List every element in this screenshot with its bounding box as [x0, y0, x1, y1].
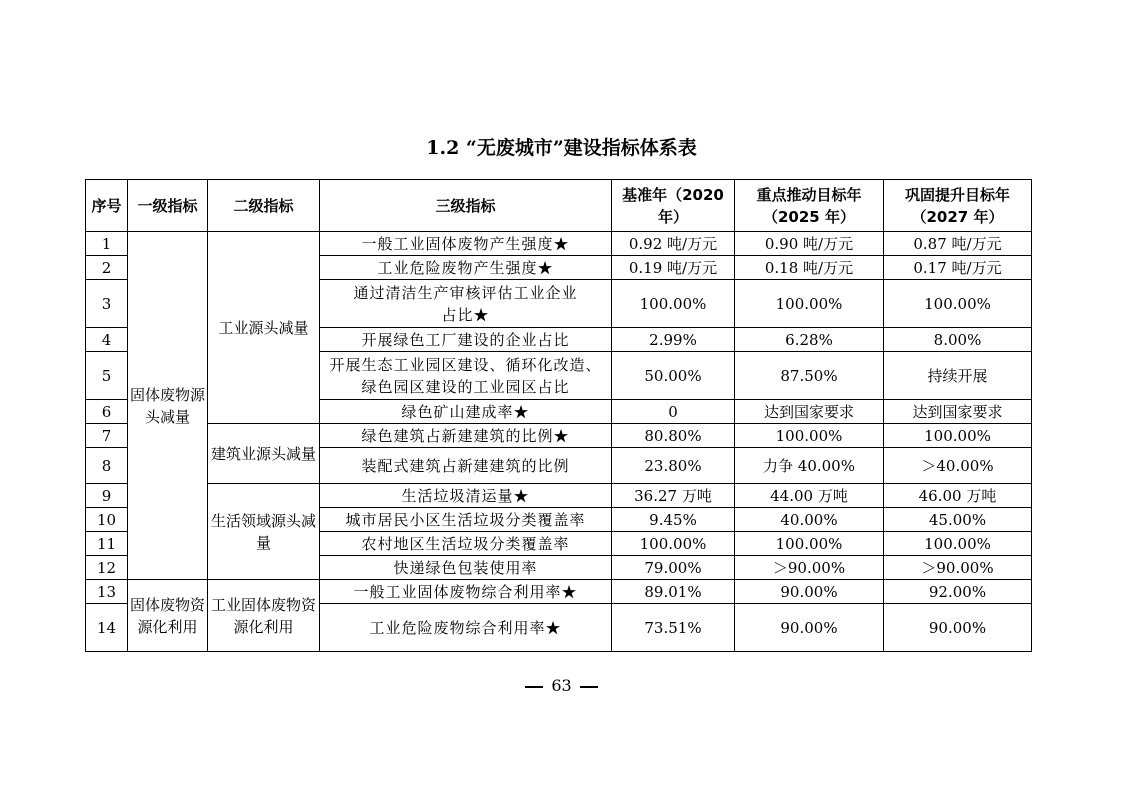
target-2025-value: 100.00% — [735, 532, 884, 556]
header-level1: 一级指标 — [128, 180, 208, 232]
target-2025-value: ＞90.00% — [735, 556, 884, 580]
target-2025-value: 90.00% — [735, 604, 884, 652]
level3-cell: 工业危险废物综合利用率★ — [320, 604, 612, 652]
base-value: 23.80% — [612, 448, 735, 484]
target-2027-value: 45.00% — [884, 508, 1032, 532]
target-2027-value: ＞40.00% — [884, 448, 1032, 484]
target-2025-value: 达到国家要求 — [735, 400, 884, 424]
level1-cell: 固体废物源头减量 — [128, 232, 208, 580]
row-no: 7 — [86, 424, 128, 448]
base-value: 80.80% — [612, 424, 735, 448]
page-title: 1.2 “无废城市”建设指标体系表 — [426, 137, 697, 159]
level3-cell: 绿色矿山建成率★ — [320, 400, 612, 424]
page-number — [0, 676, 1123, 695]
level2-cell: 生活领域源头减量 — [208, 484, 320, 580]
base-value: 0.19 吨/万元 — [612, 256, 735, 280]
row-no: 14 — [86, 604, 128, 652]
level3-cell: 城市居民小区生活垃圾分类覆盖率 — [320, 508, 612, 532]
level3-cell: 开展生态工业园区建设、循环化改造、绿色园区建设的工业园区占比 — [320, 352, 612, 400]
target-2025-value: 0.90 吨/万元 — [735, 232, 884, 256]
level3-cell: 农村地区生活垃圾分类覆盖率 — [320, 532, 612, 556]
table-row — [86, 484, 1032, 508]
level3-cell: 装配式建筑占新建建筑的比例 — [320, 448, 612, 484]
target-2027-value: 0.17 吨/万元 — [884, 256, 1032, 280]
target-2025-value: 87.50% — [735, 352, 884, 400]
row-no: 12 — [86, 556, 128, 580]
level2-cell: 工业源头减量 — [208, 232, 320, 424]
base-value: 9.45% — [612, 508, 735, 532]
base-value: 50.00% — [612, 352, 735, 400]
level1-cell: 固体废物资源化利用 — [128, 580, 208, 652]
target-2027-value: 90.00% — [884, 604, 1032, 652]
header-row — [86, 180, 1032, 232]
header-target-2027: 巩固提升目标年（2027 年） — [884, 180, 1032, 232]
base-value: 73.51% — [612, 604, 735, 652]
target-2025-value: 44.00 万吨 — [735, 484, 884, 508]
level3-cell: 一般工业固体废物产生强度★ — [320, 232, 612, 256]
target-2027-value: 8.00% — [884, 328, 1032, 352]
target-2027-value: 达到国家要求 — [884, 400, 1032, 424]
base-value: 2.99% — [612, 328, 735, 352]
target-2027-value: 100.00% — [884, 424, 1032, 448]
row-no: 2 — [86, 256, 128, 280]
base-value: 79.00% — [612, 556, 735, 580]
target-2027-value: 100.00% — [884, 532, 1032, 556]
target-2027-value: 0.87 吨/万元 — [884, 232, 1032, 256]
row-no: 6 — [86, 400, 128, 424]
base-value: 0.92 吨/万元 — [612, 232, 735, 256]
header-base-year: 基准年（2020 年） — [612, 180, 735, 232]
row-no: 8 — [86, 448, 128, 484]
row-no: 3 — [86, 280, 128, 328]
level3-cell: 开展绿色工厂建设的企业占比 — [320, 328, 612, 352]
header-level2: 二级指标 — [208, 180, 320, 232]
target-2025-value: 100.00% — [735, 280, 884, 328]
target-2025-value: 0.18 吨/万元 — [735, 256, 884, 280]
target-2025-value: 90.00% — [735, 580, 884, 604]
base-value: 36.27 万吨 — [612, 484, 735, 508]
table-row — [86, 580, 1032, 604]
header-level3: 三级指标 — [320, 180, 612, 232]
level2-cell: 建筑业源头减量 — [208, 424, 320, 484]
table-row — [86, 232, 1032, 256]
base-value: 89.01% — [612, 580, 735, 604]
row-no: 10 — [86, 508, 128, 532]
level3-cell: 生活垃圾清运量★ — [320, 484, 612, 508]
indicator-table — [85, 179, 1032, 652]
base-value: 0 — [612, 400, 735, 424]
level2-cell: 工业固体废物资源化利用 — [208, 580, 320, 652]
header-no: 序号 — [86, 180, 128, 232]
base-value: 100.00% — [612, 532, 735, 556]
target-2027-value: ＞90.00% — [884, 556, 1032, 580]
level3-cell: 快递绿色包装使用率 — [320, 556, 612, 580]
level3-cell: 绿色建筑占新建建筑的比例★ — [320, 424, 612, 448]
target-2027-value: 100.00% — [884, 280, 1032, 328]
target-2025-value: 100.00% — [735, 424, 884, 448]
base-value: 100.00% — [612, 280, 735, 328]
table-row — [86, 424, 1032, 448]
target-2027-value: 92.00% — [884, 580, 1032, 604]
target-2025-value: 6.28% — [735, 328, 884, 352]
target-2027-value: 46.00 万吨 — [884, 484, 1032, 508]
level3-cell: 通过清洁生产审核评估工业企业占比★ — [320, 280, 612, 328]
target-2025-value: 40.00% — [735, 508, 884, 532]
row-no: 4 — [86, 328, 128, 352]
row-no: 9 — [86, 484, 128, 508]
page-number-dash-right — [580, 686, 598, 688]
row-no: 11 — [86, 532, 128, 556]
row-no: 5 — [86, 352, 128, 400]
level3-cell: 工业危险废物产生强度★ — [320, 256, 612, 280]
page-number-value: 63 — [551, 676, 572, 695]
target-2025-value: 力争 40.00% — [735, 448, 884, 484]
level3-cell: 一般工业固体废物综合利用率★ — [320, 580, 612, 604]
target-2027-value: 持续开展 — [884, 352, 1032, 400]
row-no: 13 — [86, 580, 128, 604]
row-no: 1 — [86, 232, 128, 256]
header-target-2025: 重点推动目标年（2025 年） — [735, 180, 884, 232]
page-number-dash-left — [525, 686, 543, 688]
